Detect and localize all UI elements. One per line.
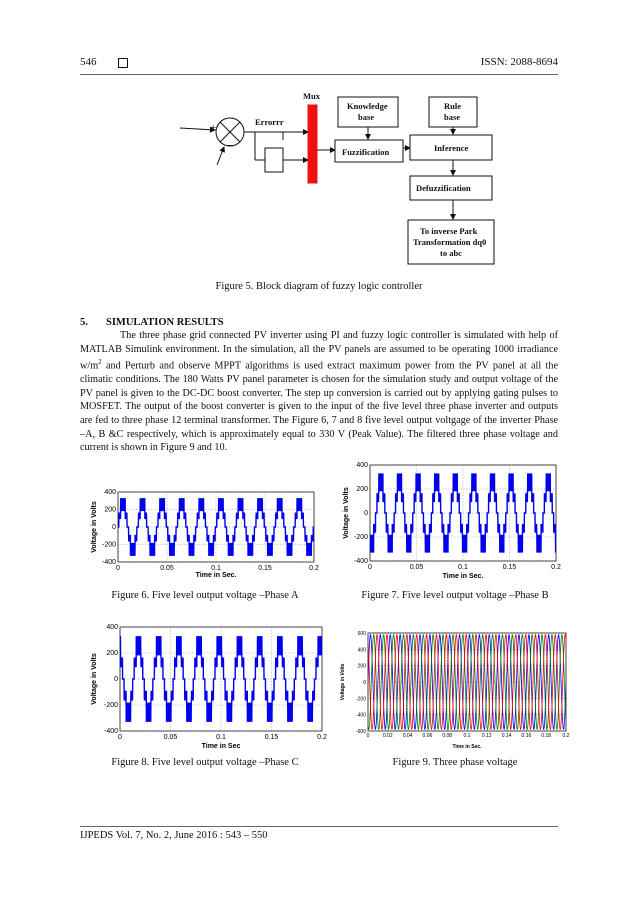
figure9-caption: Figure 9. Three phase voltage bbox=[392, 757, 518, 768]
x-tick-label: 0.2 bbox=[309, 565, 319, 572]
y-tick-label: -200 bbox=[353, 534, 368, 541]
figure6-caption: Figure 6. Five level output voltage –Phase A bbox=[111, 590, 299, 601]
y-tick-label: -400 bbox=[103, 728, 118, 735]
x-tick-label: 0.12 bbox=[481, 733, 492, 739]
knowledge-base-label-2: base bbox=[358, 112, 375, 122]
y-tick-label: 400 bbox=[106, 624, 118, 631]
y-tick-label: 400 bbox=[356, 462, 368, 469]
x-axis-label: Time in Sec bbox=[201, 743, 241, 749]
figure9-chart bbox=[338, 627, 570, 749]
mux-label: Mux bbox=[303, 91, 320, 101]
y-tick-label: -600 bbox=[355, 729, 366, 735]
section-heading bbox=[80, 317, 224, 328]
x-tick-label: 0 bbox=[368, 564, 372, 571]
x-tick-label: 0.2 bbox=[562, 733, 570, 739]
y-axis-label: Voltage in Volts bbox=[343, 487, 350, 539]
y-tick-label: 0 bbox=[112, 524, 116, 531]
figure5-diagram bbox=[165, 85, 505, 275]
x-tick-label: 0.02 bbox=[382, 733, 393, 739]
y-tick-label: 0 bbox=[114, 676, 118, 683]
page-number: 546 bbox=[80, 56, 97, 68]
derivative-block bbox=[265, 148, 283, 172]
y-tick-label: 400 bbox=[357, 647, 366, 654]
x-tick-label: 0.04 bbox=[402, 733, 413, 739]
x-axis-label: Time in Sec. bbox=[195, 572, 237, 578]
issn: ISSN: 2088-8694 bbox=[480, 56, 558, 68]
figure7-chart bbox=[340, 461, 562, 579]
x-tick-label: 0.1 bbox=[458, 564, 468, 571]
section-title: SIMULATION RESULTS bbox=[106, 317, 224, 328]
y-axis-label: Voltage in Volts bbox=[91, 653, 98, 705]
y-tick-label: 200 bbox=[106, 650, 118, 657]
y-tick-label: -400 bbox=[355, 712, 366, 719]
y-tick-label: -200 bbox=[103, 702, 118, 709]
rule-base-label-2: base bbox=[444, 112, 461, 122]
figure8-chart bbox=[88, 623, 328, 749]
x-tick-label: 0.1 bbox=[216, 734, 226, 741]
x-tick-label: 0.2 bbox=[551, 564, 561, 571]
y-tick-label: 0 bbox=[363, 680, 366, 686]
x-tick-label: 0.08 bbox=[442, 733, 453, 739]
y-tick-label: 200 bbox=[356, 486, 368, 493]
y-axis-label: Voltage in Volts bbox=[91, 501, 98, 553]
knowledge-base-label: Knowledge bbox=[347, 101, 388, 111]
x-tick-label: 0.2 bbox=[317, 734, 327, 741]
y-tick-label: 200 bbox=[357, 663, 366, 670]
x-tick-label: 0.1 bbox=[463, 733, 471, 739]
y-tick-label: -200 bbox=[101, 541, 116, 549]
figure8-caption: Figure 8. Five level output voltage –Phase C bbox=[111, 757, 299, 768]
rule-base-label: Rule bbox=[444, 101, 461, 111]
y-tick-label: -400 bbox=[353, 558, 368, 565]
superscript: 2 bbox=[98, 358, 102, 367]
x-tick-label: 0.18 bbox=[541, 733, 552, 739]
x-tick-label: 0.05 bbox=[163, 734, 178, 741]
defuzzification-label: Defuzzification bbox=[416, 183, 471, 193]
inverse-park-label: To inverse Park bbox=[420, 226, 478, 236]
y-tick-label: -200 bbox=[355, 696, 366, 703]
fuzzification-label: Fuzzification bbox=[342, 147, 390, 157]
inverse-park-label-2: Transformation dq0 bbox=[413, 237, 487, 247]
x-tick-label: 0.05 bbox=[409, 564, 424, 571]
y-tick-label: 400 bbox=[104, 489, 116, 496]
x-tick-label: 0.05 bbox=[160, 565, 174, 572]
inference-label: Inference bbox=[434, 143, 469, 153]
x-tick-label: 0 bbox=[116, 565, 120, 572]
y-tick-label: 600 bbox=[357, 631, 366, 637]
figure5-caption: Figure 5. Block diagram of fuzzy logic controller bbox=[215, 281, 423, 292]
x-axis-label: Time in Sec. bbox=[442, 573, 484, 579]
x-tick-label: 0.16 bbox=[521, 733, 532, 739]
section-number: 5. bbox=[80, 317, 88, 328]
footer-citation: IJPEDS Vol. 7, No. 2, June 2016 : 543 – 550 bbox=[80, 830, 268, 841]
x-tick-label: 0.14 bbox=[501, 733, 512, 739]
y-tick-label: 0 bbox=[364, 510, 368, 517]
paragraph-part2: and Perturb and observe MPPT algorithms is used extract maximum power from the PV panel at all the climatic conditions. The 180 Watts PV panel parameter is chosen for the simulation study and output voltage of the PV panel is given to the DC-DC boost converter. The step up conversion is carried out by applying gating pulses to MOSFET. The output of the boost converter is given to the input of the five level three phase inverter and outputs are fed to three phase 12 terminal transformer. The Figure 6, 7 and 8 five level output voltgage of the inverter Phase –A, B &C respectively, which is approximately equal to 330 V (Peak Value). The filtered three phase voltage and current is shown in Figure 9 and 10. bbox=[80, 360, 558, 454]
y-tick-label: -400 bbox=[101, 559, 116, 566]
page-header bbox=[80, 56, 558, 74]
plus-sign: + bbox=[210, 122, 217, 134]
paragraph-part1: The three phase grid connected PV inverter using PI and fuzzy logic controller is simulated with help of MATLAB Simulink environment. In the simulation, all the PV panels are assumed to be operating 1000 irradiance w/m bbox=[80, 330, 558, 372]
body-paragraph bbox=[80, 329, 558, 455]
x-tick-label: 0.06 bbox=[422, 733, 433, 739]
x-tick-label: 0.15 bbox=[502, 564, 517, 571]
mux-bar bbox=[308, 105, 317, 183]
x-tick-label: 0 bbox=[366, 733, 370, 739]
figure7-caption: Figure 7. Five level output voltage –Phase B bbox=[361, 590, 549, 601]
header-rule bbox=[80, 74, 558, 75]
minus-sign: − bbox=[227, 140, 234, 152]
inverse-park-label-3: to abc bbox=[440, 248, 462, 258]
square-icon bbox=[118, 58, 128, 68]
figure6-chart bbox=[88, 488, 320, 578]
x-tick-label: 0.1 bbox=[211, 565, 221, 572]
x-tick-label: 0.15 bbox=[264, 734, 279, 741]
x-tick-label: 0.15 bbox=[258, 565, 272, 572]
error-label: Errorrr bbox=[255, 117, 284, 127]
x-tick-label: 0 bbox=[118, 734, 122, 741]
x-axis-label: Time in Sec. bbox=[452, 744, 482, 749]
y-axis-label: Voltage in Volts bbox=[340, 663, 346, 701]
footer-rule bbox=[80, 826, 558, 827]
y-tick-label: 200 bbox=[104, 506, 116, 514]
